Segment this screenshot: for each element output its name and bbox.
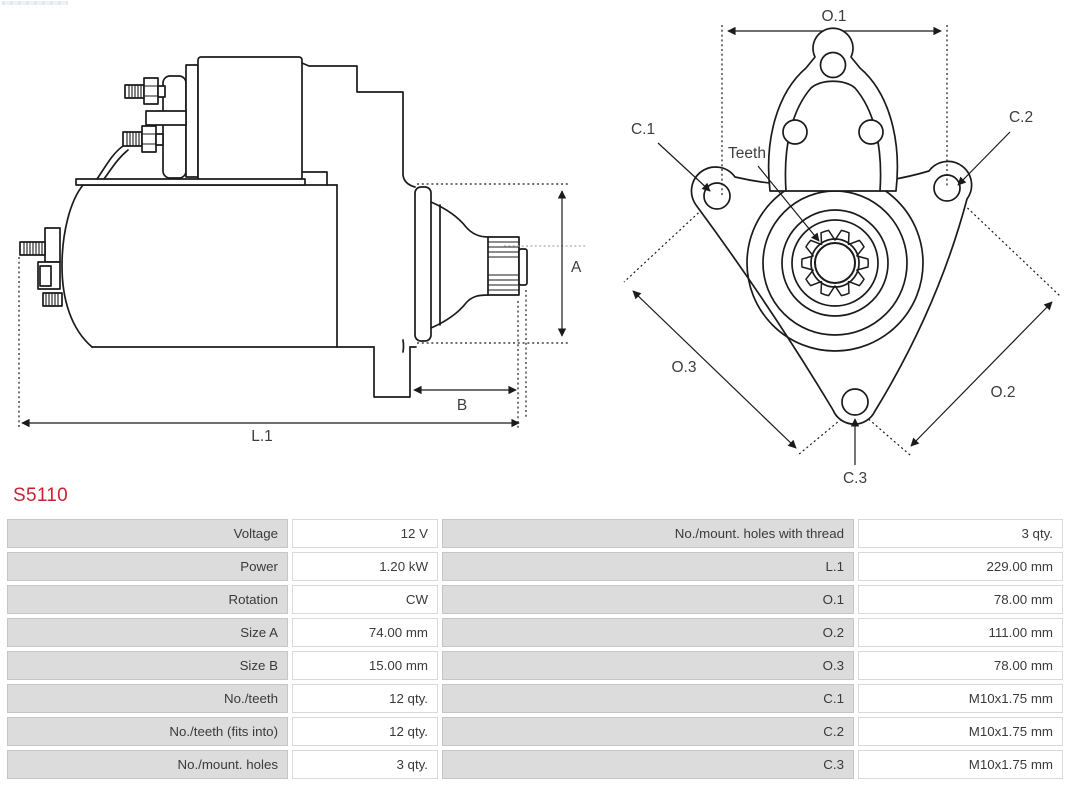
spec-l-value-row7: 3 qty. (292, 750, 438, 779)
drive-end (415, 187, 527, 341)
spec-r-label-row0: No./mount. holes with thread (442, 519, 854, 548)
mounting-flange (691, 161, 971, 424)
spec-table (7, 519, 1063, 779)
side-view-dimensions (19, 184, 586, 429)
spec-r-label-row2: O.1 (442, 585, 854, 614)
spec-r-value-row7: M10x1.75 mm (858, 750, 1063, 779)
drive-housing (302, 63, 415, 187)
arch-right-hole (859, 120, 883, 144)
spec-r-value-row3: 111.00 mm (858, 618, 1063, 647)
cable (97, 146, 128, 179)
spec-l-label-row2: Rotation (7, 585, 288, 614)
dim-label-o1: O.1 (821, 8, 847, 25)
arch-top-hole (821, 53, 846, 78)
spec-r-label-row3: O.2 (442, 618, 854, 647)
spec-l-label-row4: Size B (7, 651, 288, 680)
hole-c1 (704, 183, 730, 209)
spec-r-value-row5: M10x1.75 mm (858, 684, 1063, 713)
spec-r-value-row6: M10x1.75 mm (858, 717, 1063, 746)
spec-l-label-row3: Size A (7, 618, 288, 647)
spec-r-value-row0: 3 qty. (858, 519, 1063, 548)
spec-l-value-row4: 15.00 mm (292, 651, 438, 680)
spec-l-value-row2: CW (292, 585, 438, 614)
spec-l-label-row0: Voltage (7, 519, 288, 548)
spec-l-label-row5: No./teeth (7, 684, 288, 713)
spec-r-label-row5: C.1 (442, 684, 854, 713)
dim-label-c3: C.3 (842, 470, 868, 487)
dim-label-a: A (571, 259, 582, 276)
side-view-diagram (0, 0, 600, 470)
arch-left-hole (783, 120, 807, 144)
dim-label-l1: L.1 (251, 428, 273, 445)
part-number: S5110 (13, 485, 69, 506)
spec-r-label-row7: C.3 (442, 750, 854, 779)
hole-c3 (842, 389, 868, 415)
spec-l-label-row6: No./teeth (fits into) (7, 717, 288, 746)
dim-label-c1: C.1 (630, 121, 656, 138)
spec-r-value-row1: 229.00 mm (858, 552, 1063, 581)
spec-l-value-row5: 12 qty. (292, 684, 438, 713)
dim-label-c2: C.2 (1008, 109, 1034, 126)
spec-l-value-row3: 74.00 mm (292, 618, 438, 647)
dim-label-b: B (456, 397, 468, 414)
spec-l-value-row1: 1.20 kW (292, 552, 438, 581)
solenoid (123, 57, 302, 180)
dim-label-o2: O.2 (990, 384, 1016, 401)
top-arch (769, 28, 898, 191)
spec-l-value-row6: 12 qty. (292, 717, 438, 746)
spec-l-label-row7: No./mount. holes (7, 750, 288, 779)
terminal-studs (20, 228, 62, 306)
dim-label-o3: O.3 (671, 359, 697, 376)
spec-r-label-row4: O.3 (442, 651, 854, 680)
motor-body (62, 185, 416, 397)
mounting-foot (374, 347, 410, 397)
spec-r-label-row1: L.1 (442, 552, 854, 581)
spec-r-value-row2: 78.00 mm (858, 585, 1063, 614)
spec-l-value-row0: 12 V (292, 519, 438, 548)
front-view-diagram (600, 0, 1080, 500)
spec-r-label-row6: C.2 (442, 717, 854, 746)
spec-l-label-row1: Power (7, 552, 288, 581)
yoke-seam (76, 179, 305, 185)
spec-r-value-row4: 78.00 mm (858, 651, 1063, 680)
dim-label-teeth: Teeth (728, 145, 766, 162)
